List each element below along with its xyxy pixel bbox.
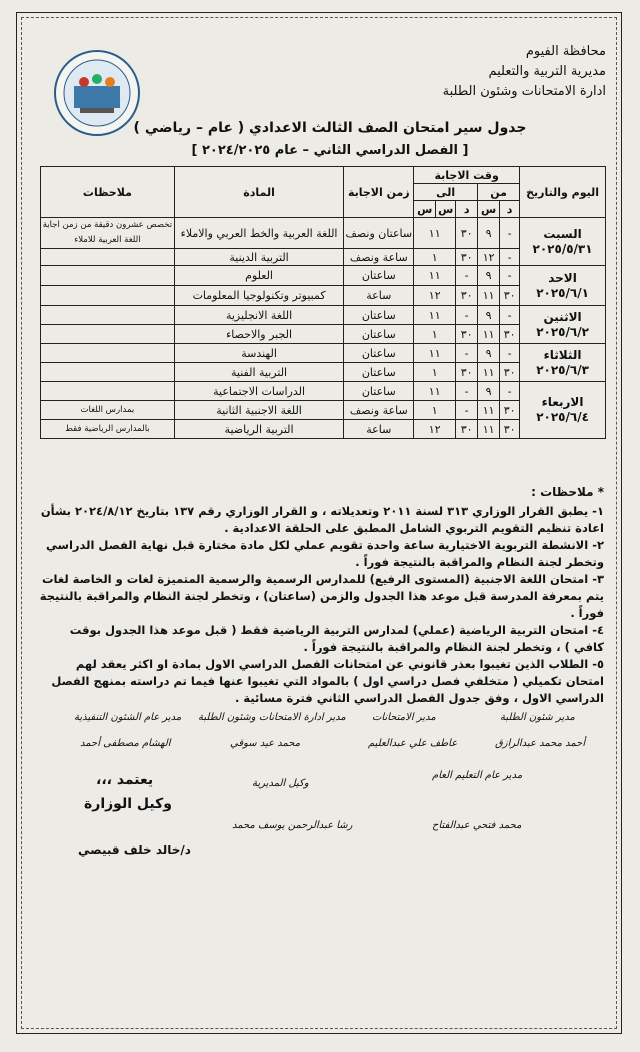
note-cell [41,266,175,286]
note-cell: تخصص عشرون دقيقة من زمن اجابة اللغة العربية للاملاء [41,218,175,249]
subject-cell: الهندسة [174,344,344,363]
to-hour: ١ [414,401,456,420]
from-hour: ٩ [478,382,500,401]
to-hour: ١١ [414,266,456,286]
duration-cell: ساعتان [344,382,414,401]
signature-title: مدير شئون الطلبة [500,712,575,723]
duration-cell: ساعتان [344,363,414,382]
header-answer-time: وقت الاجابة [414,167,520,184]
duration-cell: ساعتان [344,306,414,325]
header-day-date: اليوم والتاريخ [520,167,606,218]
note-item: ٥- الطلاب الذين تغيبوا بعذر قانوني عن امتحانات الفصل الدراسي الاول بمادة او اكثر يعقد لهم امتحان تكميلي ( متخلفي فصل دراسي اول ) بالمواد التي تغيبوا عنها فيما تم دراسته بمنهج الفصل الدراسي الاول ، وفق جدول الفصل الدراسي الثاني فترة مسائية . [51,657,604,705]
header-notes: ملاحظات [41,167,175,218]
subject-cell: العلوم [174,266,344,286]
signature-title: مدير عام التعليم العام [432,770,523,781]
from-hour: ٩ [478,344,500,363]
subject-cell: اللغة الاجنبية الثانية [174,401,344,420]
from-hour: ١١ [478,401,500,420]
to-minute: ٣٠ [456,218,478,249]
table-row [41,382,606,401]
to-hour: ١٢ [414,286,456,306]
from-hour: ١١ [478,420,500,439]
duration-cell: ساعة [344,286,414,306]
from-hour: ١١ [478,363,500,382]
signature-name: عاطف علي عبدالعليم [368,738,458,749]
note-cell [41,286,175,306]
from-minute: ٣٠ [500,401,520,420]
header-block [443,42,606,102]
directorate-label: مديرية التربية والتعليم [488,64,606,79]
day-cell: الاثنين ٢٠٢٥/٦/٢ [520,306,606,344]
signature-name: محمد فتحي عبدالفتاح [432,820,522,831]
to-hour: ١٢ [414,420,456,439]
from-minute: - [500,266,520,286]
page-title: جدول سير امتحان الصف الثالث الاعدادي ( عام – رياضي ) [133,120,527,136]
note-cell [41,382,175,401]
from-hour: ١١ [478,286,500,306]
note-item: ٤- امتحان التربية الرياضية (عملي) لمدارس التربية الرياضية فقط ( قبل موعد هذا الجدول بوقت كافي ) ، وتخطر لجنة النظام والمراقبة بالنتيجة فوراً . [69,623,604,654]
header-to: الى [414,184,478,201]
header-duration: زمن الاجابة [344,167,414,218]
to-minute: - [456,306,478,325]
duration-cell: ساعة ونصف [344,401,414,420]
approval-label: يعتمد ،،، [96,772,154,788]
header-hour: س [436,201,456,218]
day-cell: الاربعاء ٢٠٢٥/٦/٤ [520,382,606,439]
from-minute: ٣٠ [500,325,520,344]
signature-title: وكيل المديرية [252,778,309,789]
duration-cell: ساعتان [344,325,414,344]
signature-title: مدير ادارة الامتحانات وشئون الطلبة [198,712,346,723]
duration-cell: ساعتان [344,266,414,286]
to-hour: ١ [414,363,456,382]
from-hour: ٩ [478,218,500,249]
to-hour: ١١ [414,218,456,249]
subject-cell: كمبيوتر وتكنولوجيا المعلومات [174,286,344,306]
from-minute: - [500,306,520,325]
header-subject: المادة [174,167,344,218]
table-row [41,266,606,286]
day-cell: الاحد ٢٠٢٥/٦/١ [520,266,606,306]
exam-schedule-table [40,166,606,439]
from-minute: ٣٠ [500,420,520,439]
deputy-name: د/خالد خلف قبيصي [78,843,191,857]
subject-cell: اللغة الانجليزية [174,306,344,325]
subject-cell: الدراسات الاجتماعية [174,382,344,401]
day-cell: السبت ٢٠٢٥/٥/٣١ [520,218,606,266]
note-item: ١- يطبق القرار الوزاري ٣١٣ لسنة ٢٠١١ وتعديلاته ، و القرار الوزاري رقم ١٣٧ بتاريخ ٢٠٢٤/٨/١٢ بشأن اعادة تنظيم التقويم التربوي الشامل المطبق على الحلقة الاعدادية . [40,504,604,535]
to-minute: ٣٠ [456,420,478,439]
table-row [41,218,606,249]
note-cell: بالمدارس الرياضية فقط [41,420,175,439]
note-cell [41,249,175,266]
from-hour: ١٢ [478,249,500,266]
from-minute: - [500,344,520,363]
header-hour: س [414,201,436,218]
duration-cell: ساعتان [344,344,414,363]
to-hour: ١١ [414,306,456,325]
to-minute: ٣٠ [456,363,478,382]
from-minute: - [500,218,520,249]
subject-cell: اللغة العربية والخط العربي والاملاء [174,218,344,249]
deputy-title: وكيل الوزارة [84,796,172,812]
department-label: ادارة الامتحانات وشئون الطلبة [442,84,606,99]
signature-title: مدير الامتحانات [372,712,436,723]
table-row [41,344,606,363]
from-minute: ٣٠ [500,286,520,306]
signature-name: الهشام مصطفى أحمد [80,738,171,749]
to-minute: - [456,382,478,401]
header-minute: د [500,201,520,218]
signature-name: أحمد محمد عبدالرازق [495,738,586,749]
header-hour: س [478,201,500,218]
note-item: ٣- امتحان اللغة الاجنبية (المستوى الرفيع) للمدارس الرسمية والرسمية المتميزة لغات و الخاصة لغات يتم بمعرفة المدرسة قبل موعد هذا الجدول والزمن (ساعتان) ، وتخطر لجنة النظام والمراقبة بالنتيجة فوراً . [39,572,604,620]
to-minute: ٣٠ [456,325,478,344]
from-hour: ١١ [478,325,500,344]
to-minute: ٣٠ [456,286,478,306]
to-minute: - [456,344,478,363]
governorate-label: محافظة الفيوم [525,44,606,59]
note-cell [41,363,175,382]
from-hour: ٩ [478,306,500,325]
from-hour: ٩ [478,266,500,286]
note-cell [41,344,175,363]
subject-cell: التربية الدينية [174,249,344,266]
notes-section [38,484,604,707]
from-minute: ٣٠ [500,363,520,382]
from-minute: - [500,382,520,401]
note-cell: بمدارس اللغات [41,401,175,420]
to-minute: - [456,266,478,286]
signature-title: مدير عام الشئون التنفيذية [74,712,182,723]
duration-cell: ساعتان ونصف [344,218,414,249]
duration-cell: ساعة [344,420,414,439]
to-minute: - [456,401,478,420]
to-hour: ١ [414,249,456,266]
note-cell [41,306,175,325]
duration-cell: ساعة ونصف [344,249,414,266]
note-cell [41,325,175,344]
day-cell: الثلاثاء ٢٠٢٥/٦/٣ [520,344,606,382]
from-minute: - [500,249,520,266]
subject-cell: التربية الفنية [174,363,344,382]
subject-cell: التربية الرياضية [174,420,344,439]
to-hour: ١١ [414,344,456,363]
page-subtitle: [ الفصل الدراسي الثاني – عام ٢٠٢٤/٢٠٢٥ ] [191,143,469,158]
notes-title: * ملاحظات : [531,485,604,499]
signature-name: رشا عبدالرحمن يوسف محمد [232,820,353,831]
header-minute: د [456,201,478,218]
to-hour: ١١ [414,382,456,401]
subject-cell: الجبر والاحصاء [174,325,344,344]
note-item: ٢- الانشطة التربوية الاختيارية ساعة واحدة تقويم عملي لكل مادة مختارة قبل نهاية الفصل الدراسي وتخطر لجنة النظام والمراقبة بالنتيجة فوراً . [46,538,604,569]
signature-name: محمد عيد سوقي [230,738,301,749]
table-row [41,306,606,325]
to-hour: ١ [414,325,456,344]
to-minute: ٣٠ [456,249,478,266]
header-from: من [478,184,520,201]
